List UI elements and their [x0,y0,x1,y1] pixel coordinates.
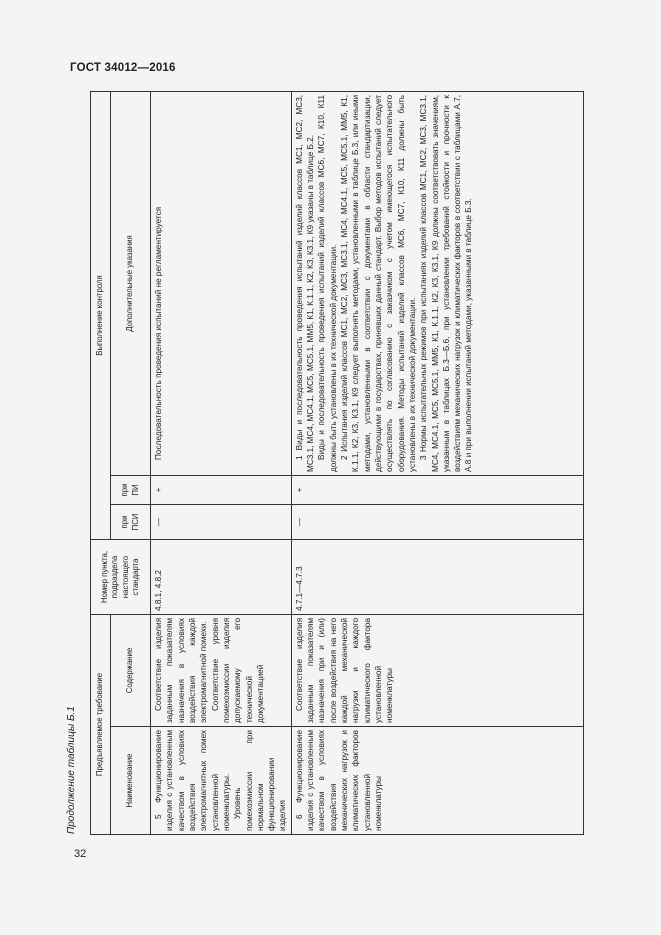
header-name: Наименование [111,727,151,835]
row-psi-cell: — [291,504,583,539]
table-caption: Продолжение таблицы Б.1 [66,706,77,834]
row-notes-paragraph: 1 Виды и последовательность проведения испытаний изделий классов МС1, МС2, МС3, МС3.1, МС4, МС4.1, МС5, МС5.1, ММ5, К1, К.1.1, К2, К3, К3.1, К9 указаны в таблице Б.2. [294,94,316,472]
table-row [151,91,292,834]
row-name-cell [291,727,583,835]
header-clause: Номер пункта, подраздела настоящего стандарта [91,539,151,614]
header-control-group: Выполнение контроля [91,91,111,539]
document-title: ГОСТ 34012—2016 [70,62,176,74]
row-content-cell [151,614,292,726]
row-notes-paragraph: 3 Нормы испытательных режимов при испытаниях изделий классов МС1, МС2, МС3, МС3.1, МС4, МС4.1, МС5, МС5.1, ММ5, К1, К.1.1, К2, К3, К3.1, К9 должны соответствовать значениям, указанным в таблицах Б.3—Б.6, при установлении требований стойкости и прочности к воздействиям механических нагрузок и климатических факторов в соответствии с таблицами А.7, А.8 и при выполнении испытаний методами, указанными в таблице Б.3. [419,94,474,472]
row-notes-cell [151,91,292,475]
table-row [291,91,583,834]
requirements-table [90,91,584,835]
row-notes-paragraph: 2 Испытания изделий классов МС1, МС2, МС3, МС3.1, МС4, МС4.1, МС5, МС5.1, ММ5, К1, К.1.1, К2, К3, К3.1, К9 следует выполнять методами, установленными в таблице Б.3, или иными методами, установленными в соответствии с документами в области стандартизации, действующими в государствах, принявших данный стандарт. Выбор методов испытаний следует осуществлять по согласованию с заказчиком с учетом имеющегося испытательного оборудования. Методы испытаний изделий классов МС6, МС7, К10, К11 должны быть установлены в их технической документации. [340,94,417,472]
header-requirements-group: Предъявляемое требование [91,614,111,834]
row-pi-cell: + [151,475,292,504]
row-clause-cell: 4.8.1, 4.8.2 [151,539,292,614]
table-rotation-wrapper [90,92,584,835]
row-pi-cell: + [291,475,583,504]
row-content-cell [291,614,583,726]
row-name-cell [151,727,292,835]
page-number: 32 [74,848,87,860]
header-pi: при ПИ [111,475,151,504]
header-row-group [91,91,111,834]
row-notes-paragraph: Последовательность проведения испытаний не регламентируется [154,206,163,460]
row-notes-paragraph: Виды и последовательность проведения испытаний изделий классов МС6, МС7, К10, К11 должны быть установлены в их технической документации. [317,94,338,472]
table-caption-wrapper [66,706,84,834]
row-notes-cell [291,91,583,475]
row-content-paragraph: Соответствие уровня помехоэмиссии изделия допускаемому его технической документацией [210,617,265,723]
row-content-paragraph: Соответствие изделия заданным показателям назначения в условиях воздействия каждой электромагнитной помехи. [154,617,209,723]
header-notes: Дополнительные указания [111,91,151,475]
header-psi: при ПСИ [111,504,151,539]
row-name-paragraph: Уровень помехоэмиссии при нормальном функционировании изделия [233,730,288,831]
rotated-table-container [90,92,584,835]
row-name-paragraph: 6 Функционирование изделия с установленным качеством в условиях воздействия механических нагрузок и климатических факторов установленной номенклатуры [294,730,383,831]
row-name-paragraph: 5 Функционирование изделия с установленным качеством в условиях воздействия электромагнитных помех установленной номенклатуры. [154,730,231,831]
row-clause-cell: 4.7.1—4.7.3 [291,539,583,614]
header-content: Содержание [111,614,151,726]
row-content-paragraph: Соответствие изделия заданным показателям назначения при и (или) после воздействия на него каждой механической нагрузки и каждого климатического фактора установленной номенклатуры [294,617,395,723]
row-psi-cell: — [151,504,292,539]
header-row-columns [111,91,151,834]
